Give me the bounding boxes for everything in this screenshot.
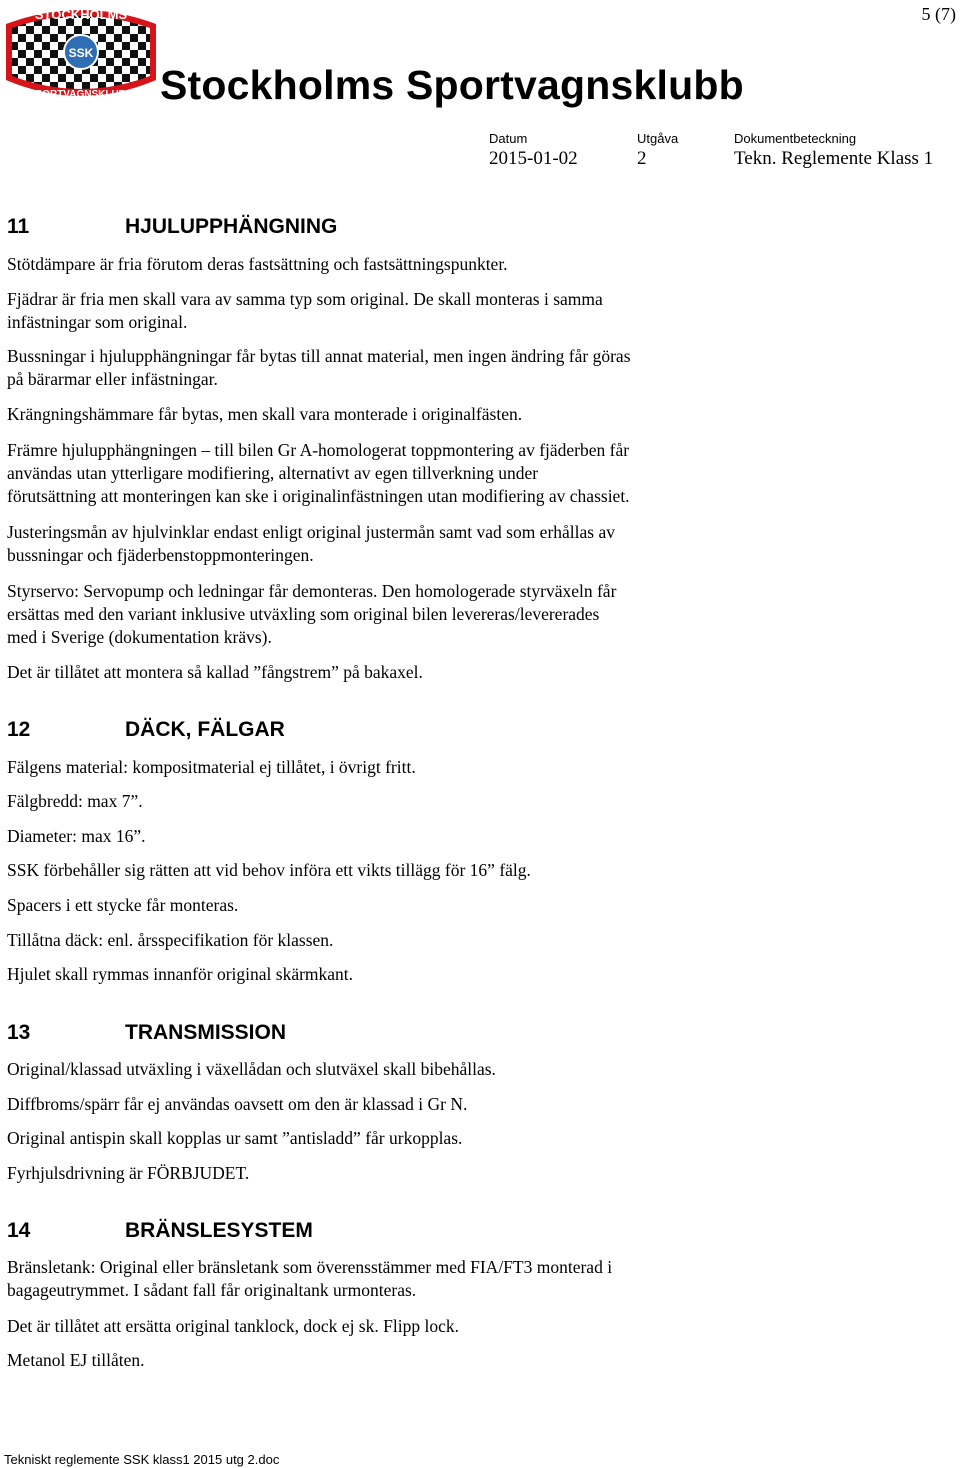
paragraph: [7, 790, 957, 813]
paragraph: [7, 1349, 957, 1372]
logo-text-top: STOCKHOLMS: [34, 7, 128, 22]
footer-filename: Tekniskt reglemente SSK klass1 2015 utg 2.doc: [4, 1452, 280, 1467]
paragraph: [7, 1127, 957, 1150]
paragraph: [7, 661, 957, 684]
text-line: Original antispin skall kopplas ur samt ”antisladd” får urkopplas.: [7, 1128, 463, 1148]
text-line: Det är tillåtet att ersätta original tanklock, dock ej sk. Flipp lock.: [7, 1316, 459, 1336]
section-number: 13: [7, 1021, 31, 1044]
text-line: Krängningshämmare får bytas, men skall vara monterade i originalfästen.: [7, 404, 523, 424]
text-line: Fyrhjulsdrivning är FÖRBJUDET.: [7, 1163, 250, 1183]
paragraph: [7, 288, 957, 334]
paragraph: [7, 403, 957, 426]
text-line: Fjädrar är fria men skall vara av samma typ som original. De skall monteras i samma: [7, 289, 603, 309]
meta-value-date: 2015-01-02: [489, 148, 578, 169]
meta-label-date: Datum: [489, 131, 528, 146]
paragraph: [7, 253, 957, 276]
text-line: Hjulet skall rymmas innanför original skärmkant.: [7, 964, 354, 984]
text-line: infästningar som original.: [7, 312, 188, 332]
text-line: Tillåtna däck: enl. årsspecifikation för klassen.: [7, 930, 334, 950]
text-line: Bränsletank: Original eller bränsletank som överensstämmer med FIA/FT3 monterad i: [7, 1257, 613, 1277]
section-title: TRANSMISSION: [125, 1021, 287, 1044]
paragraph: [7, 825, 957, 848]
section-number: 14: [7, 1219, 31, 1242]
section-title: BRÄNSLESYSTEM: [125, 1219, 313, 1242]
paragraph: [7, 1256, 957, 1302]
text-line: på bärarmar eller infästningar.: [7, 369, 218, 389]
paragraph: [7, 929, 957, 952]
club-logo: [2, 2, 160, 106]
text-line: Bussningar i hjulupphängningar får bytas till annat material, men ingen ändring får göras: [7, 346, 631, 366]
section-title: DÄCK, FÄLGAR: [125, 718, 285, 741]
paragraph: [7, 756, 957, 779]
text-line: med i Sverige (dokumentation krävs).: [7, 627, 272, 647]
text-line: Fälgbredd: max 7”.: [7, 791, 143, 811]
paragraph: [7, 1162, 957, 1185]
section-heading: [7, 1021, 286, 1045]
text-line: Original/klassad utväxling i växellådan och slutväxel skall bibehållas.: [7, 1059, 496, 1079]
text-line: Fälgens material: kompositmaterial ej tillåtet, i övrigt fritt.: [7, 757, 416, 777]
section-title: HJULUPPHÄNGNING: [125, 215, 338, 238]
text-line: Stötdämpare är fria förutom deras fastsättning och fastsättningspunkter.: [7, 254, 508, 274]
text-line: Diameter: max 16”.: [7, 826, 146, 846]
text-line: Främre hjulupphängningen – till bilen Gr A-homologerat toppmontering av fjäderben får: [7, 440, 630, 460]
section-number: 12: [7, 718, 31, 741]
meta-value-edition: 2: [637, 148, 647, 169]
page-number: 5 (7): [921, 4, 956, 24]
text-line: Diffbroms/spärr får ej användas oavsett om den är klassad i Gr N.: [7, 1094, 468, 1114]
text-line: förutsättning att monteringen kan ske i originalinfästningen utan modifiering av chassiet.: [7, 486, 630, 506]
text-line: Styrservo: Servopump och ledningar får demonteras. Den homologerade styrväxeln får: [7, 581, 617, 601]
text-line: användas utan ytterligare modifiering, alternativt av egen tillverkning under: [7, 463, 539, 483]
paragraph: [7, 580, 957, 649]
section-heading: [7, 215, 337, 239]
text-line: Spacers i ett stycke får monteras.: [7, 895, 239, 915]
paragraph: [7, 894, 957, 917]
text-line: Justeringsmån av hjulvinklar endast enligt original justermån samt vad som erhållas av: [7, 522, 615, 542]
paragraph: [7, 963, 957, 986]
section-heading: [7, 1219, 313, 1243]
section-number: 11: [7, 215, 30, 238]
text-line: bussningar och fjäderbenstoppmonteringen.: [7, 545, 314, 565]
section-heading: [7, 718, 285, 742]
text-line: Det är tillåtet att montera så kallad ”fångstrem” på bakaxel.: [7, 662, 423, 682]
paragraph: [7, 1093, 957, 1116]
paragraph: [7, 1058, 957, 1081]
text-line: Metanol EJ tillåten.: [7, 1350, 145, 1370]
logo-text-bottom: SPORTVAGNSKLUBB: [28, 89, 134, 100]
paragraph: [7, 345, 957, 391]
paragraph: [7, 521, 957, 567]
org-name: Stockholms Sportvagnsklubb: [160, 62, 744, 108]
paragraph: [7, 1315, 957, 1338]
meta-label-edition: Utgåva: [637, 131, 679, 146]
text-line: ersättas med den variant inklusive utväxling som original bilen levereras/levererades: [7, 604, 600, 624]
paragraph: [7, 859, 957, 882]
meta-value-docid: Tekn. Reglemente Klass 1: [734, 148, 934, 169]
paragraph: [7, 439, 957, 508]
logo-emblem: SSK: [68, 46, 94, 60]
meta-label-docid: Dokumentbeteckning: [734, 131, 857, 146]
text-line: bagageutrymmet. I sådant fall får originaltank urmonteras.: [7, 1280, 417, 1300]
text-line: SSK förbehåller sig rätten att vid behov införa ett vikts tillägg för 16” fälg.: [7, 860, 531, 880]
